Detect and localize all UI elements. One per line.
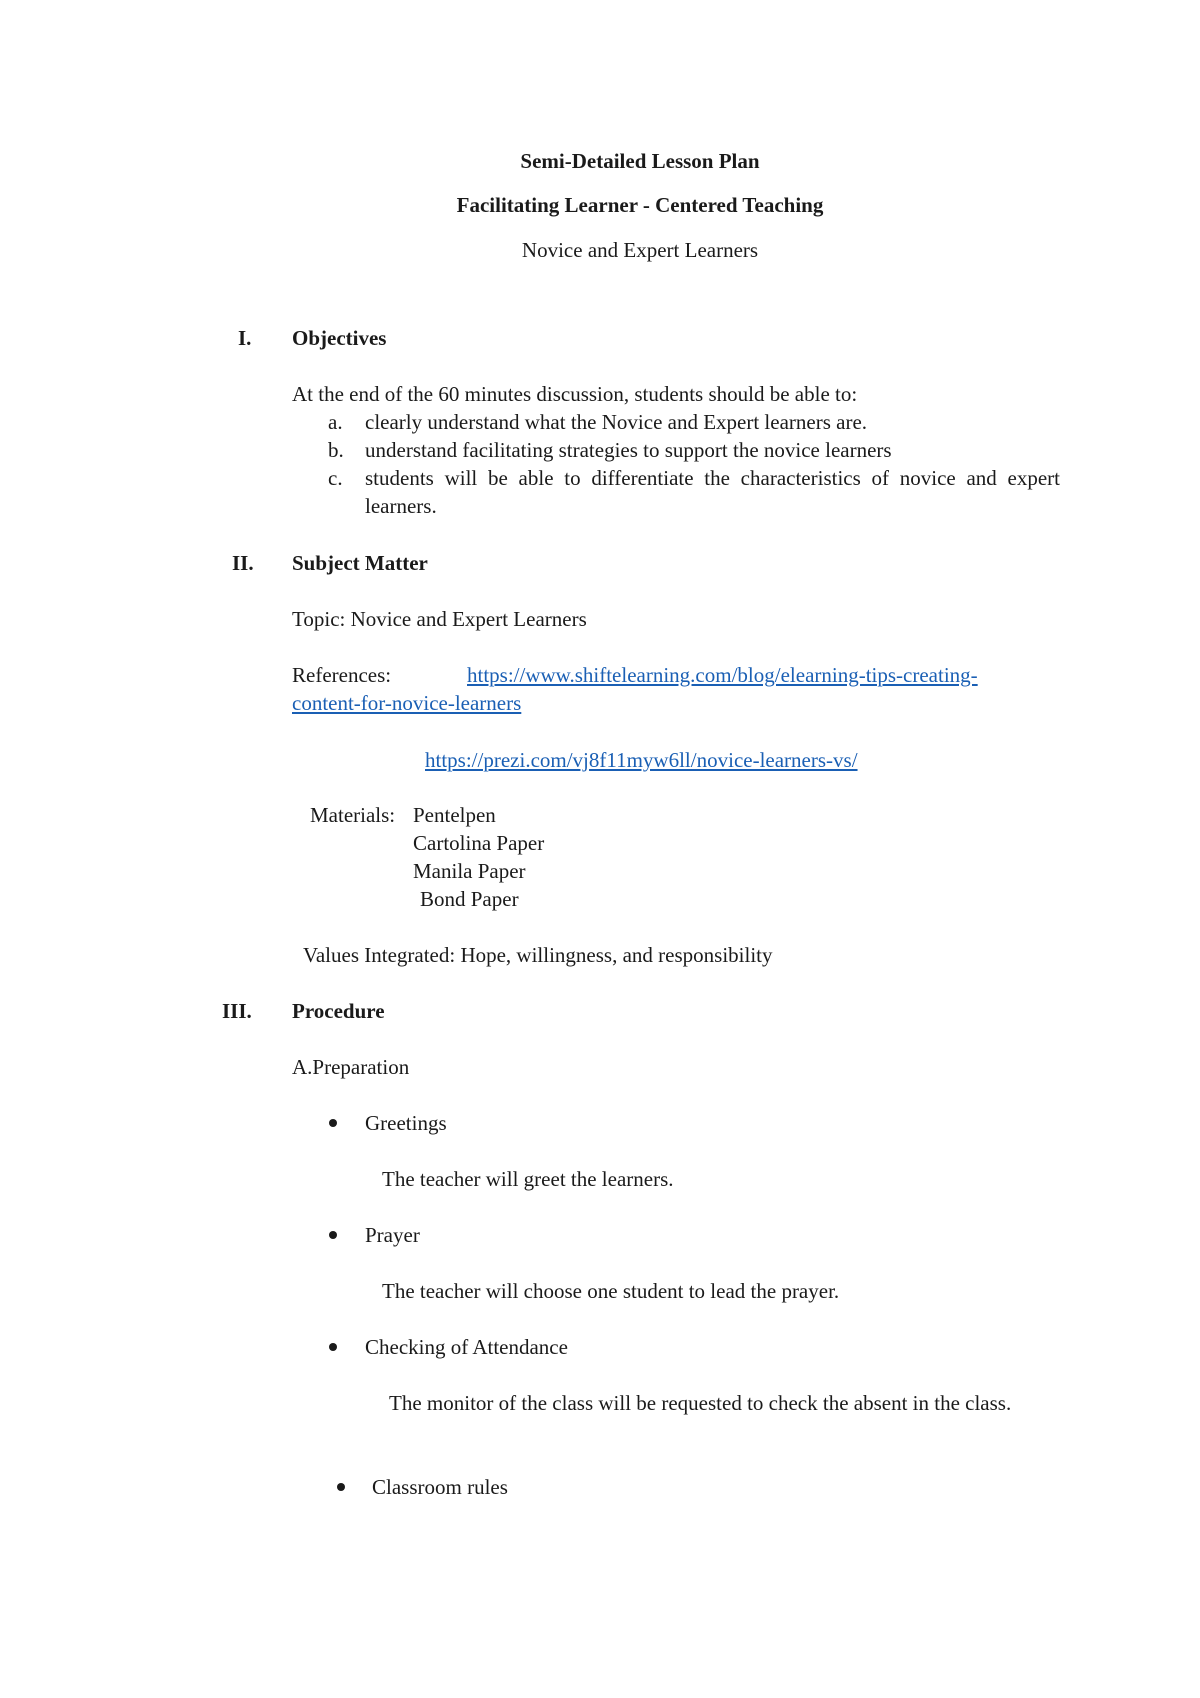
procedure-step-detail: The monitor of the class will be requested to check the absent in the class. xyxy=(389,1391,1012,1415)
bullet-icon xyxy=(329,1343,337,1351)
values-integrated: Values Integrated: Hope, willingness, and responsibility xyxy=(303,943,773,967)
objective-marker: b. xyxy=(328,438,344,462)
objective-text: students will be able to differentiate the characteristics of novice and expert learners. xyxy=(365,466,1060,518)
reference-link-prezi[interactable]: https://prezi.com/vj8f11myw6ll/novice-learners-vs/ xyxy=(425,748,858,772)
procedure-step-detail: The teacher will greet the learners. xyxy=(382,1167,674,1191)
document-topic-line: Novice and Expert Learners xyxy=(521,238,759,262)
section-heading-objectives: Objectives xyxy=(292,326,387,350)
section-numeral-procedure: III. xyxy=(222,999,252,1023)
section-numeral-objectives: I. xyxy=(238,326,252,350)
objective-marker: c. xyxy=(328,466,343,490)
material-item: Pentelpen xyxy=(413,803,496,827)
document-title: Semi-Detailed Lesson Plan xyxy=(520,149,760,173)
procedure-step-label: Classroom rules xyxy=(372,1475,508,1499)
reference-link-shiftelearning[interactable]: https://www.shiftelearning.com/blog/elearning-tips-creating- xyxy=(467,663,978,687)
material-item: Cartolina Paper xyxy=(413,831,545,855)
section-numeral-subject-matter: II. xyxy=(232,551,254,575)
procedure-step-detail: The teacher will choose one student to lead the prayer. xyxy=(382,1279,840,1303)
objective-text: clearly understand what the Novice and Expert learners are. xyxy=(365,410,868,434)
references-label: References: xyxy=(292,663,392,687)
objectives-intro: At the end of the 60 minutes discussion, students should be able to: xyxy=(292,382,858,406)
procedure-step-label: Checking of Attendance xyxy=(365,1335,568,1359)
section-heading-subject-matter: Subject Matter xyxy=(292,551,428,575)
materials-label: Materials: xyxy=(310,803,396,827)
objective-text: understand facilitating strategies to support the novice learners xyxy=(365,438,892,462)
material-item: Manila Paper xyxy=(413,859,526,883)
procedure-part-a: A.Preparation xyxy=(292,1055,410,1079)
bullet-icon xyxy=(337,1483,345,1491)
reference-link-shiftelearning-continued[interactable]: content-for-novice-learners xyxy=(292,691,522,715)
procedure-step-label: Greetings xyxy=(365,1111,447,1135)
section-heading-procedure: Procedure xyxy=(292,999,385,1023)
procedure-step-label: Prayer xyxy=(365,1223,420,1247)
material-item: Bond Paper xyxy=(420,887,519,911)
bullet-icon xyxy=(329,1119,337,1127)
bullet-icon xyxy=(329,1231,337,1239)
objective-marker: a. xyxy=(328,410,343,434)
subject-topic: Topic: Novice and Expert Learners xyxy=(292,607,587,631)
document-subtitle: Facilitating Learner - Centered Teaching xyxy=(456,193,824,217)
